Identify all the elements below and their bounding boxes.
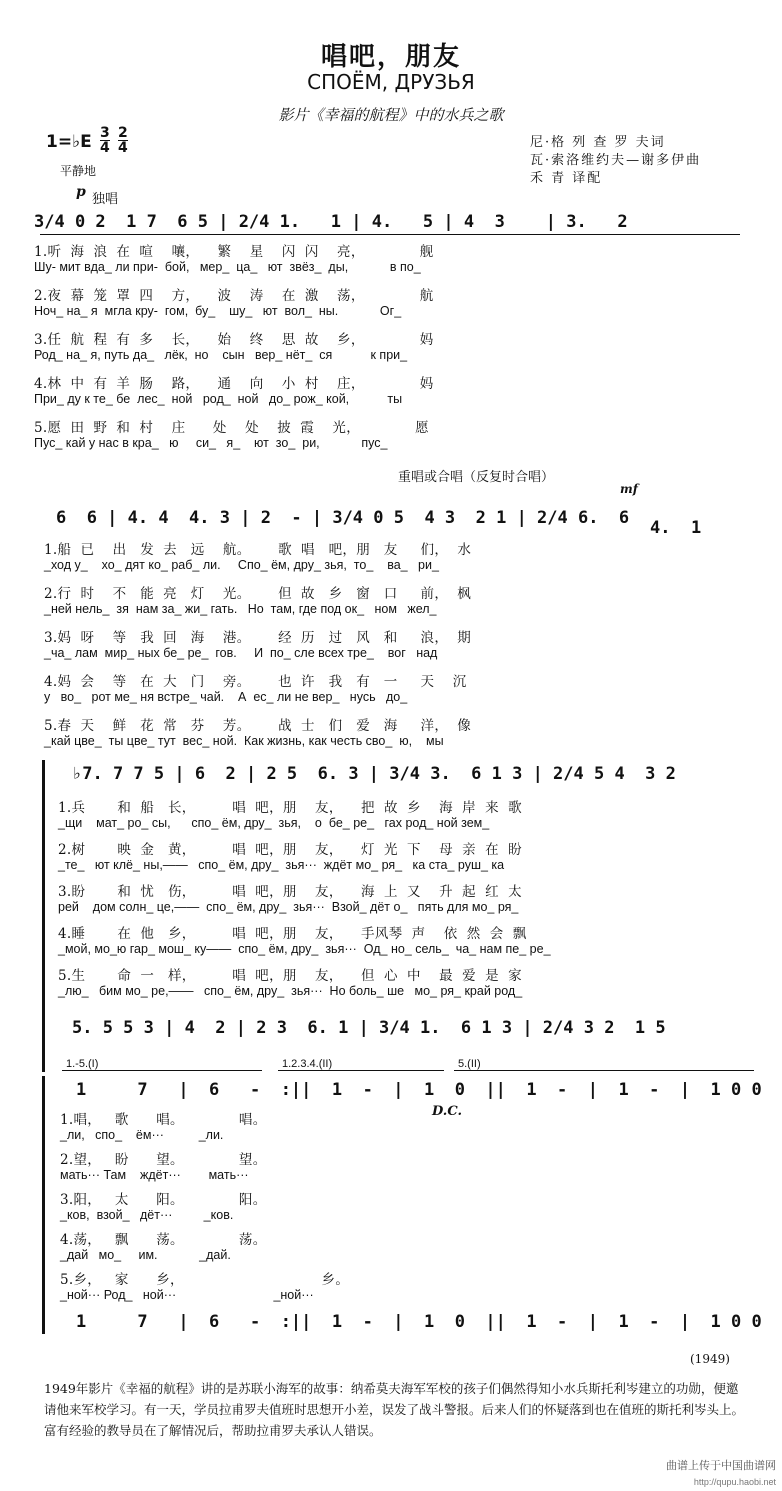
system2-notes-lower: 4. 1 — [650, 518, 702, 538]
dynamic-piano: p — [76, 184, 86, 200]
volta-1: 1.-5.(I) — [66, 1058, 99, 1070]
watermark-text: 曲谱上传于中国曲谱网 — [666, 1460, 776, 1472]
ensemble-marking: 重唱或合唱（反复时合唱） — [398, 470, 555, 485]
key-signature: 1=♭E — [46, 132, 92, 152]
dynamic-mezzo-forte: mf — [620, 482, 638, 496]
solo-marking: 独唱 — [92, 192, 119, 207]
system2-lyrics: 1.船 已 出 发 去 远 航。 歌 唱 吧，朋 友 们， 水 _ход у_ хо_ дят ко_ раб_ ли. Спо_ ём, дру_ зья, то_ ва_ ри_ 2.行 时 不 能 亮 灯 光。 但 故 乡 窗 口 前， 枫 _ней нель_ зя нам за_ жи_ гать. Но там, где под ок_ ном жел_ 3.妈 呀 等 我 回 海 港。 经 历 过 风 和 浪， 期 _ча_ лам мир_ ных бе_ ре_ гов. И по_ сле всех тре_ вог над 4.妈 会 等 在 大 门 旁。 也 许 我 有 一 天 沉 у во_ рот ме_ ня встре_ чай. А ес_ ли не вер_ нусь до_ 5.春 天 鲜 花 常 芬 芳。 战 士 们 爱 海 洋， 像 _кай цве_ ты цве_ тут вес_ ной. Как жизнь, как честь сво_ ю, мы — [44, 542, 472, 748]
volta-3: 5.(II) — [458, 1058, 481, 1070]
credit-composer: 瓦·索洛维约夫—谢多伊曲 — [530, 153, 702, 168]
song-subtitle: 影片《幸福的航程》中的水兵之歌 — [278, 106, 504, 124]
system3-notes: ♭7. 7 7 5 | 6 2 | 2 5 6. 3 | 3/4 3. 6 1 3 | 2/4 5 4 3 2 — [72, 764, 676, 784]
system4-notes: 1 7 | 6 - :|| 1 - | 1 0 || 1 - | 1 - | 1 0 0 — [76, 1080, 762, 1100]
system1-lyrics: 1.听 海 浪 在 喧 嚷， 繁 星 闪 闪 亮， 舰 Шу- мит вда_ ли при- бой, мер_ ца_ ют звёз_ ды, в по_ 2.夜 幕 笼 罩 四 方， 波 涛 在 激 荡， 航 Ноч_ на_ я мгла кру- гом, бу_ шу_ ют вол_ ны. Ог_ 3.任 航 程 有 多 长， 始 终 思 故 乡， 妈 Род_ на_ я, путь да_ лёк, но сын вер_ нёт_ ся к при_ 4.林 中 有 羊 肠 路， 通 向 小 村 庄， 妈 При_ ду к те_ бе лес_ ной род_ ной до_ рож_ кой, ты 5.愿 田 野 和 村 庄 处 处 披 霞 光， 愿 Пус_ кай у нас в кра_ ю си_ я_ ют зо_ ри, пус_ — [34, 244, 434, 450]
time-signature-a: 3 4 — [100, 125, 110, 156]
system4-lyrics: 1.唱， 歌 唱。 唱。 _ли, спо_ ём··· _ли. 2.望， 盼 望。 望。 мать··· Там ждёт··· мать··· 3.阳， 太 阳。 阳。 _ков, взой_ дёт··· _ков. 4.荡， 飘 荡。 荡。 _дай мо_ им. _дай. 5.乡， 家 乡， 乡。 _ной··· Род_ ной··· _ной··· — [60, 1112, 350, 1302]
tempo-marking: 平静地 — [60, 164, 97, 178]
system3-lyrics: 1.兵 和 船 长， 唱 吧，朋 友， 把 故 乡 海 岸 来 歌 _щи мат_ ро_ сы, спо_ ём, дру_ зья, о бе_ ре_ гах род_ ной зем_ 2.树 映 金 黄， 唱 吧，朋 友， 灯 光 下 母 亲 在 盼 _те_ ют клё_ ны,—— спо_ ём, дру_ зья··· ждёт мо_ ря_ ка ста_ руш_ ка 3.盼 和 忧 伤， 唱 吧，朋 友， 海 上 又 升 起 红 太 рей дом солн_ це,—— спо_ ём, дру_ зья··· Взой_ дёт о_ пять для мо_ ря_ 4.睡 在 他 乡， 唱 吧，朋 友， 手风琴 声 依 然 会 飘 _мой, мо_ю гар_ мош_ ку—— спо_ ём, дру_ зья··· Од_ но_ сель_ ча_ нам пе_ ре_ 5.生 命 一 样， 唱 吧，朋 友， 但 心 中 最 爱 是 家 _лю_ бим мо_ ре,—— спо_ ём, дру_ зья··· Но боль_ ше мо_ ря_ край род_ — [58, 800, 551, 998]
credit-translator: 禾 青 译配 — [530, 171, 603, 186]
credits — [530, 134, 701, 188]
song-title-chinese: 唱吧，朋友 — [320, 42, 461, 72]
footer-notes: 1949年影片《幸福的航程》讲的是苏联小海军的故事：纳希莫夫海军军校的孩子们偶然得知小水兵斯托利岑建立的功勋，便邀请他来军校学习。有一天，学员拉甫罗夫值班时思想开小差，误发了战斗警报。后来人们的怀疑落到也在值班的斯托利岑头上。富有经验的教导员在了解情况后，帮助拉甫罗夫承认人错误。 — [44, 1381, 745, 1438]
song-title-russian: СПОЁМ, ДРУЗЬЯ — [307, 70, 475, 94]
time-signature-b: 2 4 — [118, 125, 128, 156]
system1-notes: 3/4 0 2 1 7 6 5 | 2/4 1. 1 | 4. 5 | 4 3 | 3. 2 — [34, 212, 628, 232]
volta-2: 1.2.3.4.(II) — [282, 1058, 333, 1070]
system2-notes: 6 6 | 4. 4 4. 3 | 2 - | 3/4 0 5 4 3 2 1 | 2/4 6. 6 — [56, 508, 630, 528]
system3-notes-lower: 5. 5 5 3 | 4 2 | 2 3 6. 1 | 3/4 1. 6 1 3 | 2/4 3 2 1 5 — [72, 1018, 666, 1038]
watermark-url: http://qupu.haobi.net — [693, 1477, 776, 1487]
year: (1949) — [690, 1352, 730, 1366]
system4-notes-lower: 1 7 | 6 - :|| 1 - | 1 0 || 1 - | 1 - | 1 0 0 — [76, 1312, 762, 1332]
credit-lyricist: 尼·格 列 查 罗 夫词 — [530, 135, 666, 150]
da-capo: D.C. — [432, 1104, 462, 1119]
